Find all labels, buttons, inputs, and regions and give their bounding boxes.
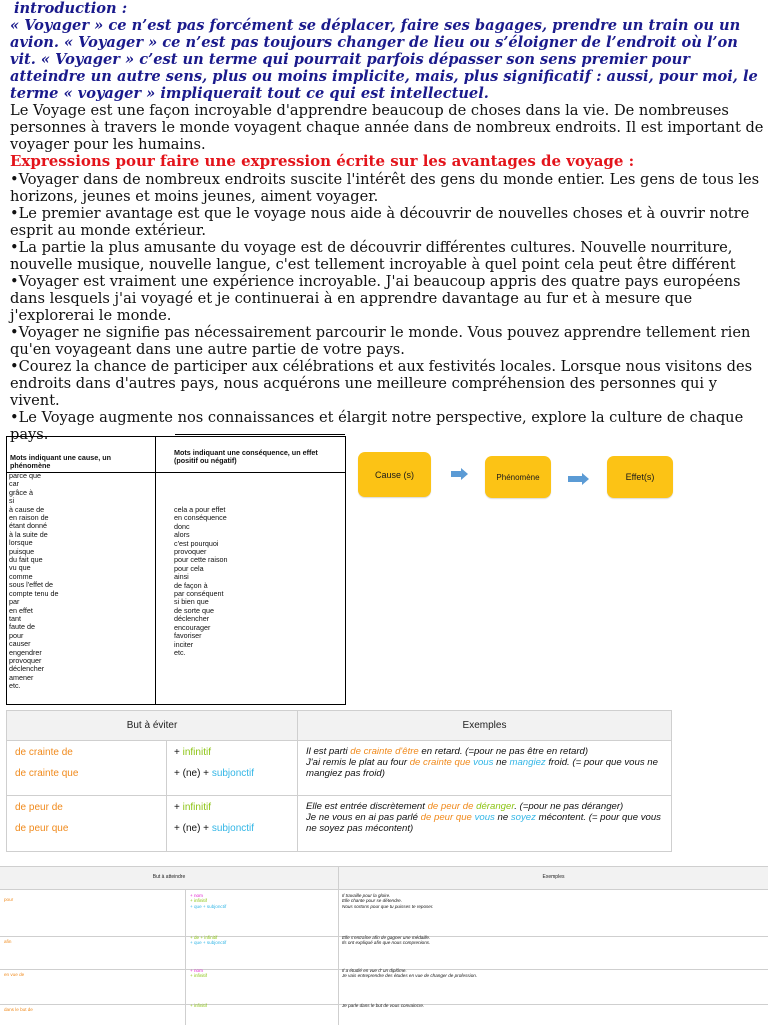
introduction-text: « Voyager » ce n’est pas forcément se déplacer, faire ses bagages, prendre un train ou un avion. « Voyager » ce n’est pas toujours changer de lieu ou s’éloigner de l’endroit où l’on vit. « Voyager » c’est un terme qui pourrait parfois dépasser son sens premier pour atteindre un autre sens, plus ou moins implicite, mais, plus significatif : aussi, pour moi, le terme « voyager » impliquerait tout ce qui est intellectuel.: [10, 17, 758, 102]
paragraph-1: Le Voyage est une façon incroyable d'apprendre beaucoup de choses dans la vie. De nombreuses personnes à travers le monde voyagent chaque année dans de nombreux endroits. Il est important de voyager pour les humains.: [10, 102, 764, 153]
example-text: [342, 968, 477, 979]
bullet-item: •Voyager dans de nombreux endroits suscite l'intérêt des gens du monde entier. Les gens de tous les horizons, jeunes et moins jeunes, aiment voyager.: [10, 171, 760, 205]
bullet-item: •La partie la plus amusante du voyage est de découvrir différentes cultures. Nouvelle nourriture, nouvelle musique, nouvelle langue, c'est tellement incroyable à quel point cela peut être différent: [10, 239, 736, 273]
phenomene-box-label: Phénomène: [496, 472, 540, 482]
list-item: par conséquent: [174, 589, 224, 599]
bullet-item: •Voyager est vraiment une expérience incroyable. J'ai beaucoup appris des quatre pays européens dans lesquels j'ai voyagé et je continuerai à en apprendre davantage au fur et à mesure que j'explorerai le monde.: [10, 273, 741, 324]
bullet-list: [10, 171, 766, 443]
cause-box: [358, 452, 431, 497]
list-item: favoriser: [174, 631, 202, 641]
example-text: [342, 935, 430, 946]
list-item: etc.: [9, 681, 21, 691]
bullet-item: •Le Voyage augmente nos connaissances et élargit notre perspective, explore la culture de chaque pays.: [10, 409, 744, 443]
list-item: causer: [9, 639, 31, 649]
construction-line: + infinitif: [190, 973, 207, 979]
header-exemples: Exemples: [339, 867, 768, 889]
phrase: de peur de: [15, 802, 63, 813]
construction: [190, 935, 226, 946]
list-item: étant donné: [9, 521, 47, 531]
list-item: car: [9, 479, 19, 489]
list-item: engendrer: [9, 647, 42, 657]
construction-line: + de + infinitif: [190, 935, 218, 940]
list-item: encourager: [174, 622, 211, 632]
phrase: de crainte que: [15, 768, 79, 779]
construction: [190, 1003, 207, 1008]
list-item: si bien que: [174, 597, 209, 607]
construction-line: + infinitif: [190, 1003, 207, 1008]
list-item: de sorte que: [174, 605, 214, 615]
table-border: [338, 867, 339, 1025]
list-item: alors: [174, 530, 190, 540]
list-item: c'est pourquoi: [174, 538, 219, 548]
example-text: Elle est entrée discrètement de peur de déranger. (=pour ne pas déranger) Je ne vous en ai pas parlé de peur que vous ne soyez mécontent. (= pour que vous ne soyez pas mécontent): [306, 801, 661, 834]
phenomene-box: [485, 456, 551, 498]
table-border: [7, 740, 671, 741]
list-item: en raison de: [9, 513, 49, 523]
list-item: etc.: [174, 647, 186, 657]
phrase: en vue de: [4, 972, 25, 977]
bullet-item: •Courez la chance de participer aux célébrations et aux festivités locales. Lorsque nous visitons des endroits dans d'autres pays, nous acquérons une meilleure compréhension des personnes qui y vivent.: [10, 358, 753, 409]
example-line: Elle chante pour se détendre.: [342, 898, 403, 904]
list-item: inciter: [174, 639, 194, 649]
list-item: tant: [9, 613, 21, 623]
header-exemples: Exemples: [298, 711, 671, 740]
example-line: Ils ont expliqué afin que nous comprenions.: [342, 940, 431, 946]
table-border: [175, 434, 345, 435]
example-line: Je parle dans le but de vous convaincre.: [342, 1003, 425, 1008]
arrow-right-icon: [451, 468, 469, 480]
construction: + (ne) + subjonctif: [174, 823, 255, 834]
list-item: grâce à: [9, 487, 33, 497]
effets-box: [607, 456, 673, 498]
list-item: du fait que: [9, 555, 43, 565]
cause-box-label: Cause (s): [374, 469, 414, 480]
list-item: pour cela: [174, 563, 204, 573]
list-item: déclencher: [174, 614, 210, 624]
consequence-word-list: [174, 506, 228, 657]
list-item: faute de: [9, 622, 35, 632]
list-item: si: [9, 496, 15, 506]
construction-line: + infinitif: [190, 898, 207, 904]
table-border: [297, 711, 298, 851]
phrase: pour: [4, 897, 14, 902]
phrase: dans le but de: [4, 1007, 33, 1012]
construction: + (ne) + subjonctif: [174, 768, 255, 779]
construction: + infinitif: [174, 747, 211, 758]
list-item: à cause de: [9, 504, 45, 514]
list-item: vu que: [9, 563, 31, 573]
phrase: afin: [4, 939, 12, 944]
list-item: en conséquence: [174, 513, 227, 523]
list-item: sous l'effet de: [9, 580, 53, 590]
table-border: [0, 889, 768, 890]
introduction: [10, 0, 762, 102]
list-item: parce que: [9, 471, 41, 480]
construction-line: + que + subjonctif: [190, 903, 227, 909]
list-item: pour: [9, 630, 24, 640]
construction: [190, 968, 207, 979]
example-line: Il travaille pour la gloire.: [342, 893, 391, 898]
list-item: en effet: [9, 605, 33, 615]
construction-line: + nom: [190, 968, 203, 973]
bullet-item: •Voyager ne signifie pas nécessairement parcourir le monde. Vous pouvez apprendre tellement rien qu'en voyageant dans une autre partie de votre pays.: [10, 324, 751, 358]
list-item: provoquer: [9, 655, 42, 665]
list-item: provoquer: [174, 547, 207, 557]
list-item: de façon à: [174, 580, 208, 590]
list-item: lorsque: [9, 538, 33, 548]
cause-consequence-table: [6, 436, 346, 705]
list-item: donc: [174, 521, 190, 531]
phrase: de peur que: [15, 823, 69, 834]
list-item: comme: [9, 571, 33, 581]
header-but-atteindre: But à atteindre: [0, 867, 338, 889]
table-border: [7, 795, 671, 796]
arrow-right-icon: [568, 473, 590, 485]
table-border: [185, 889, 186, 1025]
construction: [190, 893, 226, 909]
example-line: Je vais entreprendre des études en vue de changer de profession.: [342, 973, 478, 979]
header-but-eviter: But à éviter: [7, 711, 297, 740]
construction-line: + que + subjonctif: [190, 940, 227, 946]
list-item: compte tenu de: [9, 588, 59, 598]
example-text: [342, 893, 434, 909]
but-eviter-table: [6, 710, 672, 852]
header-consequence: Mots indiquant une conséquence, un effet (positif ou négatif): [174, 448, 318, 466]
list-item: à la suite de: [9, 529, 48, 539]
construction: + infinitif: [174, 802, 211, 813]
introduction-heading: introduction :: [14, 0, 128, 17]
bullet-item: •Le premier avantage est que le voyage nous aide à découvrir de nouvelles choses et à ouvrir notre esprit au monde extérieur.: [10, 205, 750, 239]
example-line: Elle s'entraîne afin de gagner une médaille.: [342, 935, 431, 940]
list-item: par: [9, 597, 20, 607]
phrase: de crainte de: [15, 747, 73, 758]
cause-word-list: [9, 472, 59, 691]
example-line: Il a étudié en vue d' un diplôme.: [342, 968, 407, 973]
example-text: [342, 1003, 424, 1008]
example-text: Il est parti de crainte d'être en retard. (=pour ne pas être en retard) J'ai remis le plat au four de crainte que vous ne mangiez froid. (= pour que vous ne mangiez pas froid): [306, 746, 658, 779]
construction-line: + nom: [190, 893, 203, 898]
list-item: pour cette raison: [174, 555, 228, 565]
list-item: ainsi: [174, 572, 189, 582]
section-heading: Expressions pour faire une expression écrite sur les avantages de voyage :: [10, 152, 635, 170]
example-line: Nous sortons pour que tu puisses te reposer.: [342, 903, 434, 909]
list-item: déclencher: [9, 664, 45, 674]
but-atteindre-table: [0, 866, 768, 1025]
table-border: [155, 437, 156, 704]
table-border: [166, 740, 167, 851]
list-item: amener: [9, 672, 34, 682]
header-cause: Mots indiquant une cause, un phénomène: [10, 453, 112, 471]
effets-box-label: Effet(s): [625, 472, 655, 482]
list-item: puisque: [9, 546, 35, 556]
list-item: cela a pour effet: [174, 505, 226, 514]
